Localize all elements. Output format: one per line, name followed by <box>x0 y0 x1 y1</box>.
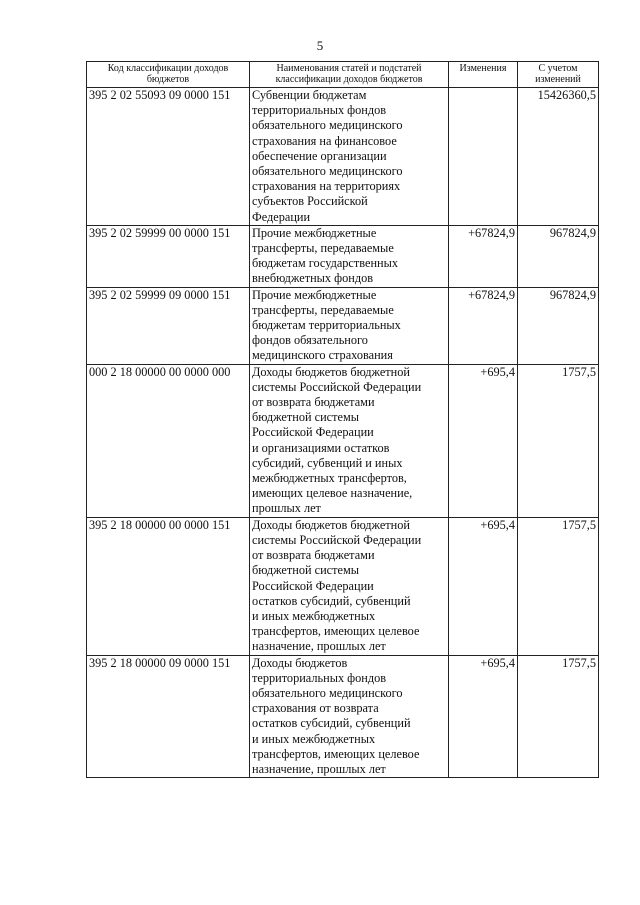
cell-name-line: бюджетной системы <box>252 563 359 578</box>
cell-name-line: системы Российской Федерации <box>252 532 422 547</box>
header-code: Код классификации доходов бюджетов <box>87 62 250 88</box>
cell-name-line: Доходы бюджетов бюджетной <box>252 517 410 532</box>
cell-name-line: имеющих целевое назначение, <box>252 486 413 501</box>
table-row <box>87 287 599 364</box>
cell-total: 1757,5 <box>518 517 599 655</box>
cell-name-line: остатков субсидий, субвенций <box>252 716 411 731</box>
cell-total: 15426360,5 <box>518 88 599 226</box>
cell-name-line: страхования от возврата <box>252 701 379 716</box>
cell-name-line: от возврата бюджетами <box>252 548 375 563</box>
cell-change <box>449 88 518 226</box>
cell-code: 395 2 18 00000 09 0000 151 <box>87 655 250 778</box>
cell-name <box>250 225 449 287</box>
cell-name-line: и иных межбюджетных <box>252 731 376 746</box>
cell-total: 967824,9 <box>518 287 599 364</box>
cell-name-line: системы Российской Федерации <box>252 379 422 394</box>
cell-code: 395 2 18 00000 00 0000 151 <box>87 517 250 655</box>
cell-name-line: обеспечение организации <box>252 148 387 163</box>
cell-name-line: Федерации <box>252 209 311 224</box>
cell-name-line: Прочие межбюджетные <box>252 287 377 302</box>
cell-name-line: субсидий, субвенций и иных <box>252 455 403 470</box>
cell-name-line: обязательного медицинского <box>252 685 403 700</box>
cell-total: 967824,9 <box>518 225 599 287</box>
table-body <box>87 88 599 778</box>
cell-code: 000 2 18 00000 00 0000 000 <box>87 364 250 517</box>
cell-name <box>250 655 449 778</box>
cell-change: +695,4 <box>449 364 518 517</box>
cell-change: +67824,9 <box>449 225 518 287</box>
cell-change: +695,4 <box>449 655 518 778</box>
header-total: С учетом изменений <box>518 62 599 88</box>
cell-name-line: трансфертов, имеющих целевое <box>252 746 420 761</box>
page-number: 5 <box>316 38 324 53</box>
cell-name-line: Доходы бюджетов бюджетной <box>252 364 410 379</box>
cell-change: +695,4 <box>449 517 518 655</box>
cell-name-line: территориальных фондов <box>252 103 387 118</box>
table-row <box>87 364 599 517</box>
cell-total: 1757,5 <box>518 364 599 517</box>
cell-name <box>250 88 449 226</box>
cell-name-line: бюджетам территориальных <box>252 318 401 333</box>
header-name: Наименования статей и подстатей классификации доходов бюджетов <box>250 62 449 88</box>
cell-total: 1757,5 <box>518 655 599 778</box>
cell-name-line: межбюджетных трансфертов, <box>252 471 407 486</box>
cell-name-line: назначение, прошлых лет <box>252 639 386 654</box>
cell-change: +67824,9 <box>449 287 518 364</box>
cell-name-line: обязательного медицинского <box>252 118 403 133</box>
table-row <box>87 655 599 778</box>
cell-name-line: Доходы бюджетов <box>252 655 348 670</box>
table-row <box>87 88 599 226</box>
cell-name-line: бюджетной системы <box>252 410 359 425</box>
cell-name-line: Российской Федерации <box>252 425 374 440</box>
cell-name-line: трансферты, передаваемые <box>252 302 394 317</box>
table-row <box>87 225 599 287</box>
cell-name-line: территориальных фондов <box>252 670 387 685</box>
cell-name-line: обязательного медицинского <box>252 164 403 179</box>
cell-name-line: Прочие межбюджетные <box>252 225 377 240</box>
cell-name <box>250 287 449 364</box>
cell-name <box>250 517 449 655</box>
cell-code: 395 2 02 55093 09 0000 151 <box>87 88 250 226</box>
table-header-row <box>87 62 599 88</box>
cell-name-line: внебюджетных фондов <box>252 271 374 286</box>
cell-name-line: от возврата бюджетами <box>252 395 375 410</box>
cell-name <box>250 364 449 517</box>
cell-name-line: и иных межбюджетных <box>252 608 376 623</box>
cell-name-line: фондов обязательного <box>252 333 368 348</box>
cell-name-line: прошлых лет <box>252 501 321 516</box>
cell-name-line: бюджетам государственных <box>252 256 399 271</box>
cell-name-line: и организациями остатков <box>252 440 390 455</box>
header-change: Изменения <box>449 62 518 88</box>
cell-name-line: назначение, прошлых лет <box>252 761 386 776</box>
cell-name-line: остатков субсидий, субвенций <box>252 593 411 608</box>
cell-name-line: субъектов Российской <box>252 194 368 209</box>
cell-name-line: трансферты, передаваемые <box>252 241 394 256</box>
cell-name-line: медицинского страхования <box>252 348 393 363</box>
table-row <box>87 517 599 655</box>
cell-name-line: трансфертов, имеющих целевое <box>252 624 420 639</box>
budget-revenue-table <box>86 61 599 778</box>
cell-code: 395 2 02 59999 09 0000 151 <box>87 287 250 364</box>
cell-code: 395 2 02 59999 00 0000 151 <box>87 225 250 287</box>
cell-name-line: страхования на финансовое <box>252 133 397 148</box>
cell-name-line: Субвенции бюджетам <box>252 88 367 102</box>
cell-name-line: страхования на территориях <box>252 179 401 194</box>
cell-name-line: Российской Федерации <box>252 578 374 593</box>
